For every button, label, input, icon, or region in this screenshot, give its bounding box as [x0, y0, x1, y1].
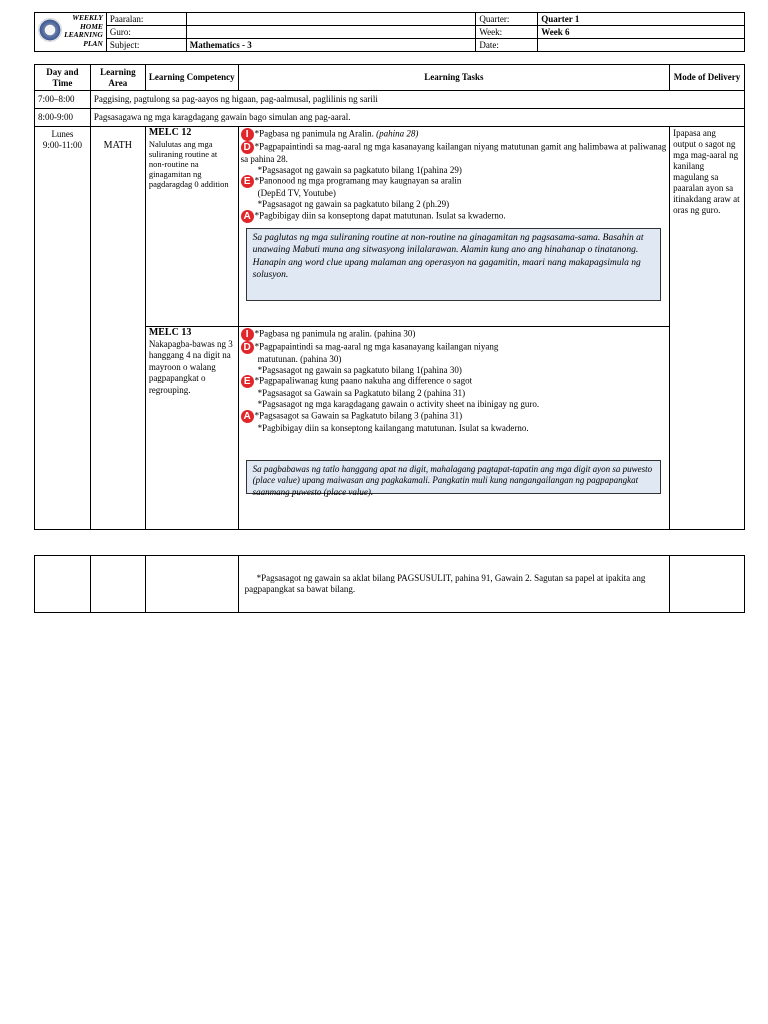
- deped-seal-icon: [38, 18, 62, 42]
- melc12-tasks-cell: [238, 127, 669, 327]
- melc13-tasks-cell: [238, 327, 669, 530]
- empty-cell: [90, 556, 145, 613]
- task-item: A *Pagsasagot sa Gawain sa Pagkatuto bilang 3 (pahina 31): [241, 410, 667, 423]
- marker-d-icon: D: [241, 141, 254, 154]
- mode-of-delivery-cell: Ipapasa ang output o sagot ng mga mag-aaral ng kanilang magulang sa paaralan ayon sa itinakdang araw at oras ng guro.: [670, 127, 745, 530]
- task-item: E *Pagpapaliwanag kung paano nakuha ang difference o sagot: [241, 375, 667, 388]
- learning-area-cell: MATH: [90, 127, 145, 530]
- week-value: Week 6: [538, 26, 745, 39]
- paaralan-label: Paaralan:: [106, 13, 186, 26]
- day-time-cell: [35, 127, 91, 530]
- task-item: D *Pagpapaintindi sa mag-aaral ng mga kasanayang kailangan niyang: [241, 341, 667, 354]
- task-item: *Pagsasagot ng gawain sa pagkatuto bilang 2 (ph.29): [257, 199, 450, 210]
- date-label: Date:: [476, 39, 538, 52]
- routine-text-1: Paggising, pagtulong sa pag-aayos ng higaan, pag-aalmusal, paglilinis ng sarili: [90, 91, 744, 109]
- melc13-description: Nakapagba-bawas ng 3 hanggang 4 na digit na mayroon o walang pagpapangkat o regrouping.: [148, 338, 233, 395]
- task-item: I *Pagbasa ng panimula ng aralin. (pahina 30): [241, 328, 667, 341]
- melc12-description: Nalulutas ang mga suliraning routine at non-routine na ginagamitan ng pagdaragdag 0 addition: [148, 138, 229, 189]
- task-item: matutunan. (pahina 30): [257, 354, 342, 364]
- task-item: (DepEd TV, Youtube): [257, 188, 336, 199]
- quarter-label: Quarter:: [476, 13, 538, 26]
- time-label: 9:00-11:00: [42, 139, 83, 150]
- guro-value: [186, 26, 476, 39]
- marker-a-icon: A: [241, 410, 254, 423]
- melc13-title: MELC 13: [148, 327, 192, 338]
- marker-i-icon: I: [241, 328, 254, 341]
- pagsusulit-table: [34, 555, 745, 613]
- empty-cell: [145, 556, 238, 613]
- task-item: D *Pagpapaintindi sa mag-aaral ng mga kasanayang kailangan niyang matutunan gamit ang halimbawa at paliwanag sa pahina 28.: [240, 141, 667, 164]
- empty-cell: [670, 556, 745, 613]
- subject-value: Mathematics - 3: [186, 39, 476, 52]
- task-item: *Pagbibigay diin sa konseptong kailangang matutunan. Isulat sa kwaderno.: [257, 422, 529, 433]
- date-value: [538, 39, 745, 52]
- col-header-day-time: Day and Time: [35, 65, 91, 91]
- marker-e-icon: E: [241, 175, 254, 188]
- whlp-logo-text: WEEKLY HOME LEARNING PLAN: [64, 13, 103, 48]
- guro-label: Guro:: [106, 26, 186, 39]
- task-item: *Pagsasagot sa Gawain sa Pagkatuto bilang 2 (pahina 31): [257, 388, 466, 399]
- learning-plan-table: [34, 64, 745, 530]
- pagsusulit-task: *Pagsasagot ng gawain sa aklat bilang PAGSUSULIT, pahina 91, Gawain 2. Sagutan sa papel at ipakita ang pagpapangkat sa bawat bilang.: [238, 556, 669, 613]
- routine-time-1: 7:00–8:00: [35, 91, 91, 109]
- melc13-cell: [145, 327, 238, 530]
- quarter-value: Quarter 1: [538, 13, 745, 26]
- col-header-learning-tasks: Learning Tasks: [238, 65, 669, 91]
- task-item: *Pagsasagot ng mga karagdagang gawain o activity sheet na ibinigay ng guro.: [257, 399, 540, 410]
- task-item: *Pagsasagot ng gawain sa pagkatuto bilang 1(pahina 30): [257, 364, 462, 375]
- marker-d-icon: D: [241, 341, 254, 354]
- routine-time-2: 8:00-9:00: [35, 109, 91, 127]
- task-item: E *Panonood ng mga programang may kaugnayan sa aralin: [241, 175, 667, 188]
- task-item: I *Pagbasa ng panimula ng Aralin. (pahina 28): [241, 128, 667, 141]
- marker-a-icon: A: [241, 210, 254, 223]
- week-label: Week:: [476, 26, 538, 39]
- header-table: [34, 12, 745, 52]
- marker-i-icon: I: [241, 128, 254, 141]
- task-item: *Pagsasagot ng gawain sa pagkatuto bilang 1(pahina 29): [257, 164, 462, 175]
- subject-label: Subject:: [106, 39, 186, 52]
- melc13-note-box: Sa pagbabawas ng tatlo hanggang apat na digit, mahalagang pagtapat-tapatin ang mga digit ayon sa puwesto (place value) upang maiwasan ang pagkakamali. Pangkatin muli kung nangangailangan ng pagpapangkat saanmang puwesto (place value).: [246, 460, 661, 494]
- col-header-competency: Learning Competency: [145, 65, 238, 91]
- melc12-note-box: Sa paglutas ng mga suliraning routine at non-routine na ginagamitan ng pagsasama-sama. Basahin at unawaing Mabuti muna ang sitwasyong inilalarawan. Alamin kung ano ang hinahanap o tinatanong. Hanapin ang word clue upang malaman ang operasyon na gagamitin, maari nang makapagsimula ng solusyon.: [246, 228, 661, 301]
- col-header-mode: Mode of Delivery: [670, 65, 745, 91]
- day-label: Lunes: [51, 129, 74, 139]
- melc12-title: MELC 12: [148, 127, 192, 138]
- col-header-learning-area: Learning Area: [90, 65, 145, 91]
- task-item: A *Pagbibigay diin sa konseptong dapat matutunan. Isulat sa kwaderno.: [241, 210, 667, 223]
- routine-text-2: Pagsasagawa ng mga karagdagang gawain bago simulan ang pag-aaral.: [90, 109, 744, 127]
- paaralan-value: [186, 13, 476, 26]
- empty-cell: [35, 556, 91, 613]
- marker-e-icon: E: [241, 375, 254, 388]
- logo-cell: [35, 13, 107, 52]
- melc12-cell: [145, 127, 238, 327]
